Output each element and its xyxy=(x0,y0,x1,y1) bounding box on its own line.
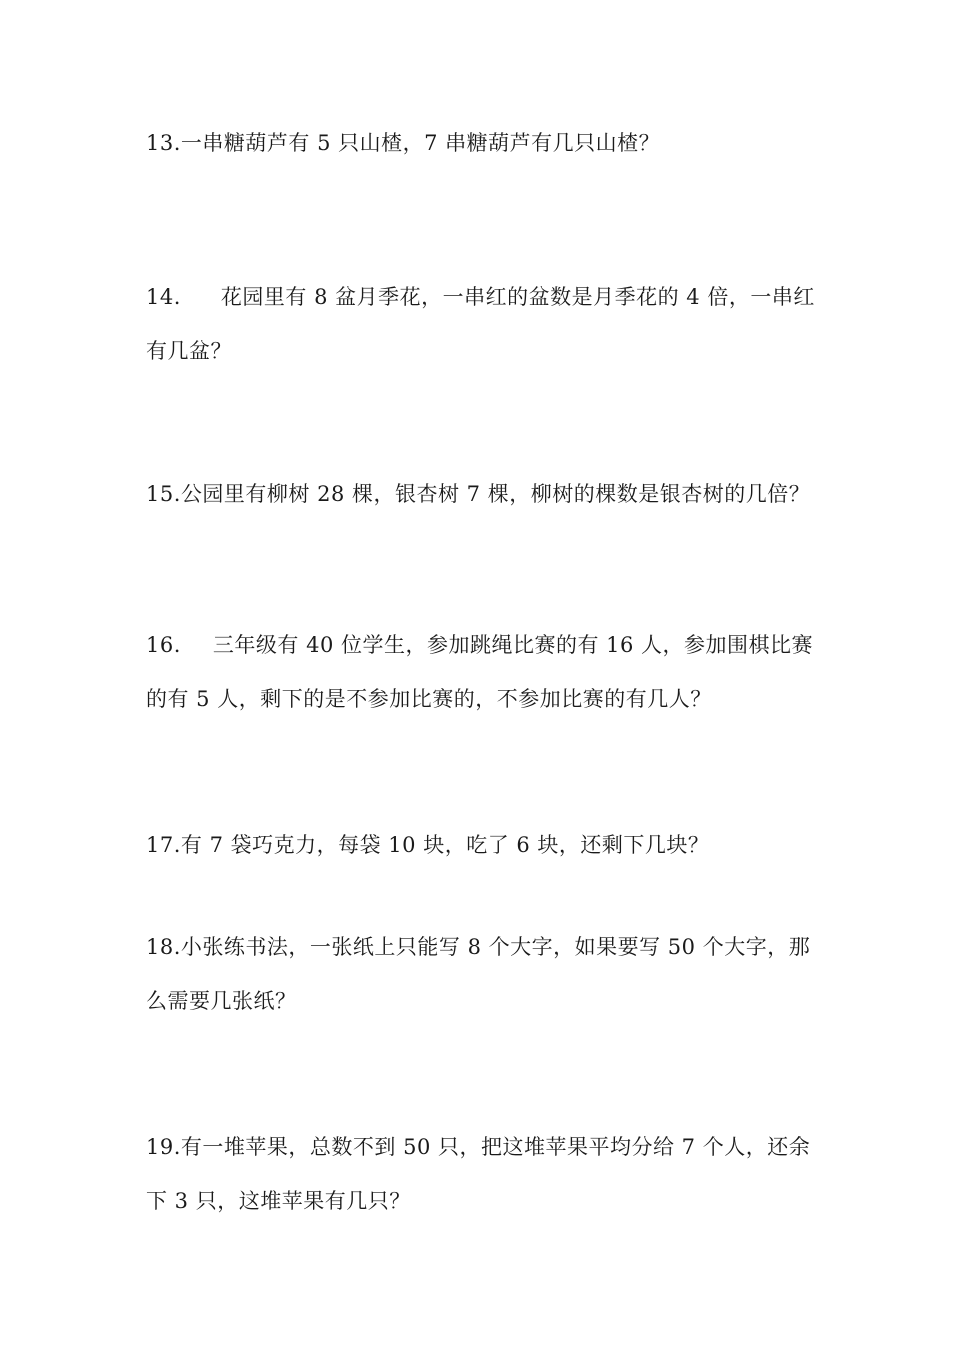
problem-line xyxy=(146,270,826,324)
problem-text: 下 3 只，这堆苹果有几只？ xyxy=(146,1189,411,1213)
problem-line xyxy=(146,672,826,726)
problem-line xyxy=(146,324,826,378)
problem-line xyxy=(146,818,826,872)
problem-line xyxy=(146,1120,826,1174)
problem-number: 16. xyxy=(146,633,181,657)
problem-line xyxy=(146,116,826,170)
problem-text: 有 7 袋巧克力，每袋 10 块，吃了 6 块，还剩下几块？ xyxy=(180,833,710,857)
problem-text: 有一堆苹果，总数不到 50 只，把这堆苹果平均分给 7 个人，还余 xyxy=(180,1135,811,1159)
problem-line xyxy=(146,618,826,672)
problem-text: 三年级有 40 位学生，参加跳绳比赛的有 16 人，参加围棋比赛 xyxy=(212,633,814,657)
problem-line xyxy=(146,1174,826,1228)
problem-text: 小张练书法，一张纸上只能写 8 个大字，如果要写 50 个大字，那 xyxy=(180,935,811,959)
problem-number: 14. xyxy=(146,285,181,309)
problem-17 xyxy=(146,818,826,872)
problem-19 xyxy=(146,1120,826,1228)
problem-line xyxy=(146,974,826,1028)
problem-number: 19. xyxy=(146,1135,181,1159)
problem-text: 花园里有 8 盆月季花，一串红的盆数是月季花的 4 倍，一串红 xyxy=(220,285,815,309)
problem-14 xyxy=(146,270,826,378)
problem-number: 15. xyxy=(146,482,181,506)
problem-text: 么需要几张纸？ xyxy=(146,989,297,1013)
problem-number: 17. xyxy=(146,833,181,857)
problem-13 xyxy=(146,116,826,170)
problem-18 xyxy=(146,920,826,1028)
problem-text: 的有 5 人，剩下的是不参加比赛的，不参加比赛的有几人？ xyxy=(146,687,712,711)
problem-number: 18. xyxy=(146,935,181,959)
problem-15 xyxy=(146,467,826,521)
problem-text: 有几盆？ xyxy=(146,339,232,363)
problem-text: 公园里有柳树 28 棵，银杏树 7 棵，柳树的棵数是银杏树的几倍？ xyxy=(180,482,811,506)
problem-line xyxy=(146,467,826,521)
problem-text: 一串糖葫芦有 5 只山楂，7 串糖葫芦有几只山楂？ xyxy=(180,131,661,155)
problem-number: 13. xyxy=(146,131,181,155)
problem-line xyxy=(146,920,826,974)
problem-16 xyxy=(146,618,826,726)
